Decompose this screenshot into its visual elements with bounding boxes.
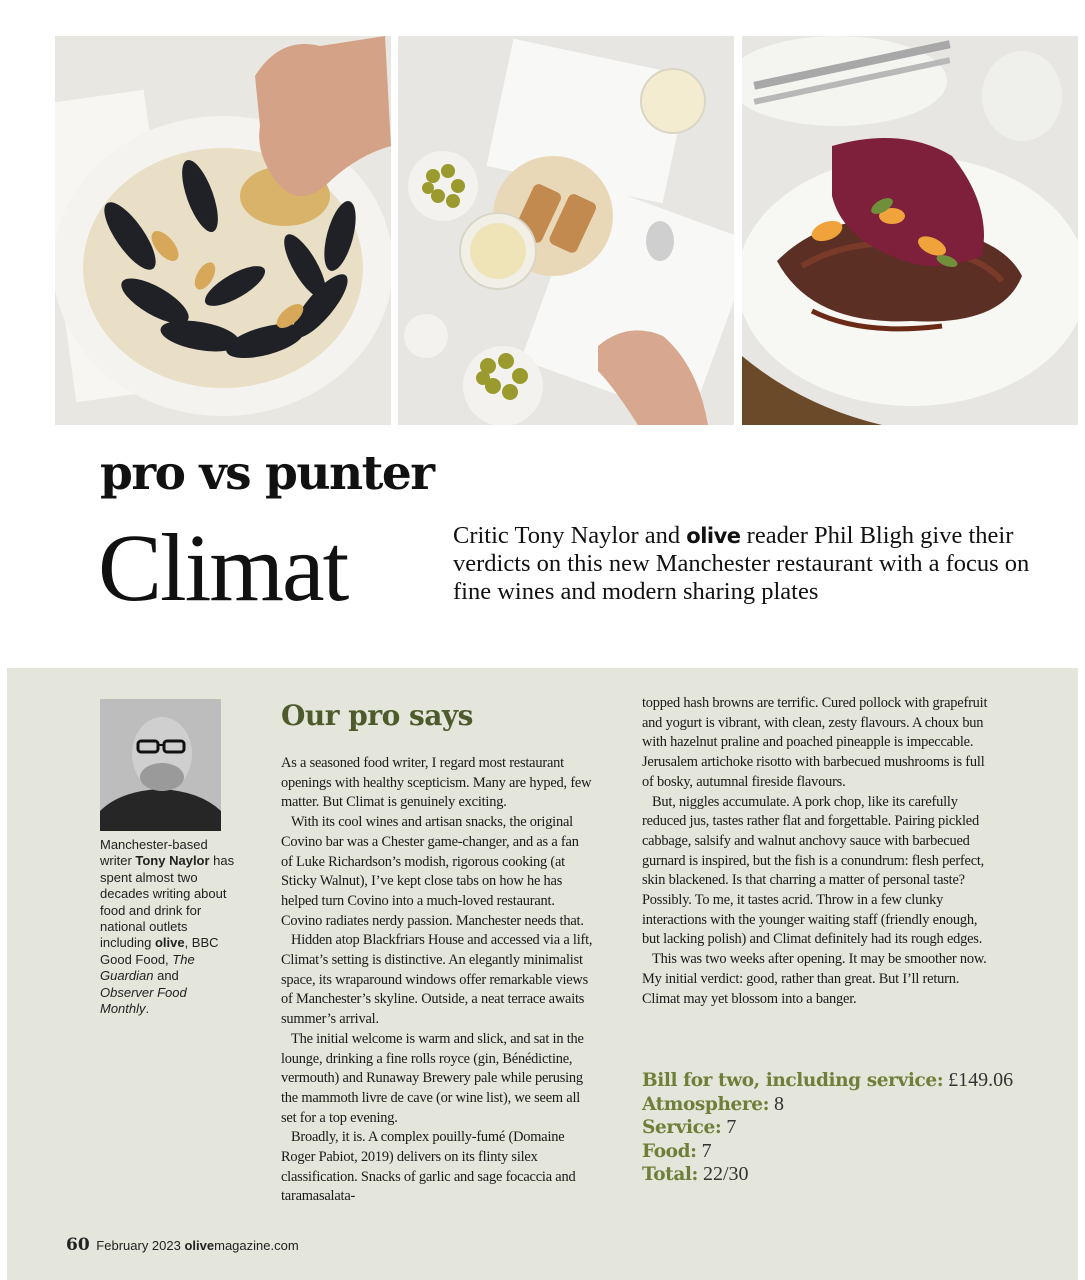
footer-site: magazine.com — [214, 1238, 299, 1253]
review-paragraph: Hidden atop Blackfriars House and accessed via a lift, Climat’s setting is distinctive. An elegantly minimalist space, its wraparound windows offer remarkable views of Manchester’s skyline. Outside, a neat terrace awaits summer’s arrival. — [281, 932, 593, 1028]
photo-mussels — [55, 36, 391, 425]
photo-steak — [742, 36, 1078, 425]
bio-brand: olive — [154, 935, 185, 951]
review-paragraph: As a seasoned food writer, I regard most restaurant openings with healthy scepticism. Many are hyped, few matter. But Climat is genuinely exciting. — [281, 755, 592, 811]
critic-bio — [100, 837, 235, 1017]
review-paragraph: topped hash browns are terrific. Cured pollock with grapefruit and yogurt is vibrant, with clean, zesty flavours. A choux bun with hazelnut praline and poached pineapple is impeccable. Jerusalem artichoke risotto with barbecued mushrooms is full of bosky, autumnal fireside flavours. — [642, 695, 988, 790]
standfirst-pre: Critic Tony Naylor and — [453, 522, 687, 549]
footer-brand: olive — [184, 1238, 215, 1253]
bio-text-4: and — [153, 968, 179, 984]
bio-publication-2: Observer Food Monthly — [100, 984, 187, 1017]
score-box — [642, 1069, 1022, 1187]
section-kicker: pro vs punter — [100, 446, 434, 501]
critic-name: Tony Naylor — [135, 853, 210, 869]
standfirst-post: reader Phil Bligh give their verdicts on this new Manchester restaurant with a focus on fine wines and modern sharing plates — [453, 522, 1030, 605]
review-column-1 — [281, 754, 593, 1207]
score-total: Total: 22/30 — [642, 1163, 749, 1186]
critic-portrait — [100, 699, 221, 831]
bio-publication-1: The Guardian — [100, 951, 195, 984]
review-paragraph: This was two weeks after opening. It may be smoother now. My initial verdict: good, rather than great. But I’ll return. Climat may yet blossom into a banger. — [642, 951, 987, 1007]
standfirst-brand: olive — [686, 524, 741, 548]
review-heading: Our pro says — [281, 699, 473, 732]
score-atmosphere: Atmosphere: 8 — [642, 1092, 785, 1115]
bio-text-5: . — [145, 1001, 150, 1017]
review-paragraph: With its cool wines and artisan snacks, the original Covino bar was a Chester game-changer, and as a fan of Luke Richardson’s modish, rigorous cooking (at Sticky Walnut), I’ve kept close tabs on how he has helped turn Covino into a much-loved restaurant. Covino radiates nerdy passion. Manchester needs that. — [281, 814, 584, 929]
score-service: Service: 7 — [642, 1116, 737, 1139]
review-paragraph: But, niggles accumulate. A pork chop, like its carefully reduced jus, tastes rather flat and forgettable. Pairing pickled cabbage, salsify and walnut anchovy sauce with barbecued gurnard is inspired, but the fish is a conundrum: flesh perfect, skin blackened. Is that charring a matter of personal taste? Possibly. To me, it tastes acrid. Throw in a few clunky interactions with the younger waiting staff (friendly enough, but lacking polish) and Climat definitely had its rough edges. — [642, 793, 985, 948]
page-number: 60 — [66, 1235, 90, 1255]
score-food: Food: 7 — [642, 1139, 712, 1162]
standfirst — [453, 522, 1033, 606]
bio-text-1: Manchester-based writer — [100, 837, 208, 869]
bio-text-2: has spent almost two decades writing about food and drink for national outlets including — [100, 853, 235, 951]
page-title: Climat — [98, 514, 348, 621]
photo-olives-toasts — [398, 36, 734, 425]
score-bill: Bill for two, including service: £149.06 — [642, 1069, 1014, 1091]
review-paragraph: The initial welcome is warm and slick, and sat in the lounge, drinking a fine rolls royce (gin, Bénédictine, vermouth) and Runaway Brewery pale while perusing the mammoth livre de cave (or wine list), we seem all set for a top evening. — [281, 1030, 584, 1126]
review-paragraph: Broadly, it is. A complex pouilly-fumé (Domaine Roger Pabiot, 2019) delivers on its flinty silex classification. Snacks of garlic and sage focaccia and taramasalata- — [281, 1129, 576, 1205]
bio-text-3: , BBC Good Food, — [100, 935, 219, 967]
page-footer — [66, 1235, 299, 1255]
issue-date: February 2023 — [96, 1238, 181, 1253]
review-column-2 — [642, 694, 992, 1009]
